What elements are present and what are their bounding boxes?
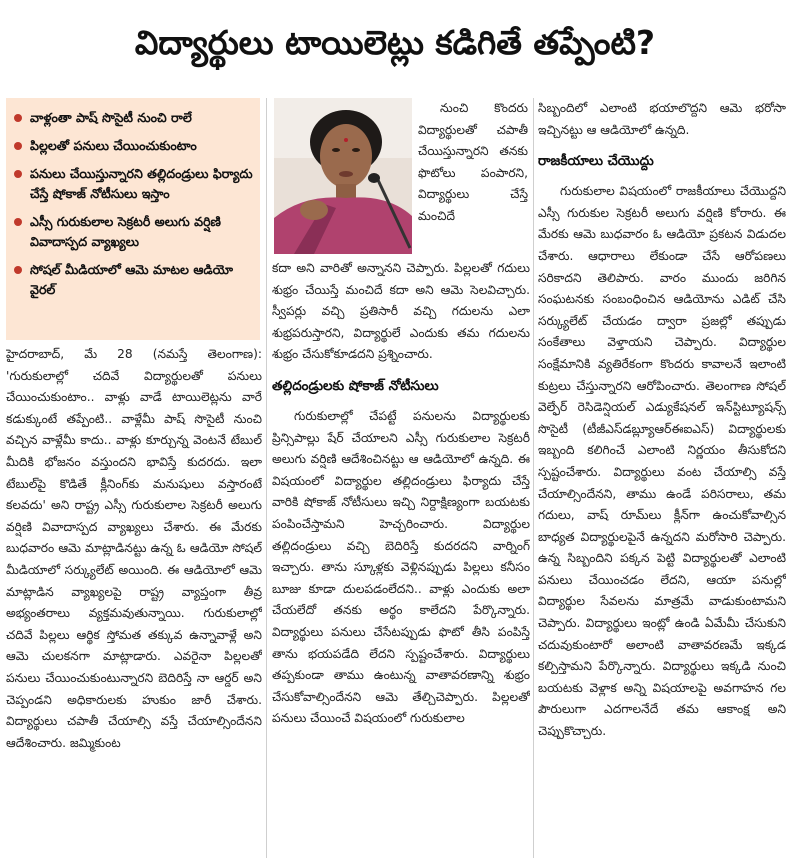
- highlight-item: [14, 260, 254, 300]
- column-divider: [533, 98, 534, 858]
- highlight-item: [14, 212, 254, 252]
- highlight-text: వాళ్లంతా పాష్ సొసైటీ నుంచి రాలే: [30, 110, 192, 125]
- article-paragraph: కదా అని వారితో అన్నానని చెప్పారు. పిల్లలతో గదులు శుభ్రం చేయిస్తే మంచిదే కదా అని ఆమె సెలవిచ్చారు. స్వీపర్లు వచ్చి ప్రతిసారీ వచ్చి గదులను ఎలా శుభ్రపరుస్తారని, విద్యార్థులే ఎందుకు తమ గదులను శుభ్రం చేసుకోకూడదని ప్రశ్నించారు.: [272, 261, 530, 362]
- highlight-text: పనులు చేయిస్తున్నారని తల్లిదండ్రులు ఫిర్యాదు చేస్తే షోకాజ్ నోటీసులు ఇస్తాం: [30, 166, 253, 201]
- bullet-icon: [14, 114, 22, 122]
- article-column-3: [538, 98, 786, 858]
- article-paragraph: సిబ్బందిలో ఎలాంటి భయాలొద్దని ఆమె భరోసా ఇచ్చినట్టు ఆ ఆడియోలో ఉన్నది.: [538, 101, 786, 137]
- highlights-box: [6, 98, 260, 340]
- highlight-text: ఎస్సీ గురుకులాల సెక్రటరీ అలుగు వర్షిణి వివాదాస్పద వ్యాఖ్యలు: [30, 214, 221, 249]
- bullet-icon: [14, 142, 22, 150]
- article-column-2: [272, 258, 530, 858]
- highlight-text: సోషల్ మీడియాలో ఆమె మాటల ఆడియో వైరల్: [30, 262, 233, 297]
- article-paragraph: గురుకులాల్లో చేపట్టే పనులను విద్యార్థులకు ప్రిన్సిపాల్లు షేర్ చేయాలని ఎస్సీ గురుకులాల సెక్రటరీ అలుగు వర్షిణి ఆదేశించినట్టు ఆ ఆడియోలో ఉన్నది. ఈ విషయంలో విద్యార్థుల తల్లిదండ్రులు ఫిర్యాదు చేస్తే వారికి షోకాజ్ నోటీసులు ఇచ్చి నిర్దాక్షిణ్యంగా బయటకు పంపించేస్తామని హెచ్చరించారు. విద్యార్థుల తల్లిదండ్రులు వచ్చి బెదిరిస్తే కుదరదని వార్నింగ్ ఇచ్చారు. తాను స్కూళ్లకు వెళ్లినప్పుడు పిల్లలు కనీసం బూజు కూడా దులపడంలేదని.. వాళ్లు ఎందుకు అలా చేయలేదో తనకు అర్థం కాలేదని పేర్కొన్నారు. విద్యార్థులు పనులు చేసేటప్పుడు ఫొటో తీసి పంపిస్తే తాను భయపడేది లేదని స్పష్టంచేశారు. విద్యార్థులు తప్పకుండా తాము ఉంటున్న వాతావరణాన్ని శుభ్రం చేసుకోవాల్సిందేనని ఆమె తేల్చిచెప్పారు. పిల్లలతో పనులు చేయించే విషయంలో గురుకులాల: [272, 408, 530, 726]
- column-divider: [266, 98, 267, 858]
- bullet-icon: [14, 266, 22, 274]
- highlight-item: [14, 108, 254, 128]
- article-paragraph: హైదరాబాద్, మే 28 (నమస్తే తెలంగాణ): 'గురుకులాల్లో చదివే విద్యార్థులతో పనులు చేయించుకుంటాం.. వాళ్లు వాడే టాయిలెట్లను వారే కడుక్కుంటే తప్పేంటి.. వాళ్లేమీ పాష్ సొసైటీ నుంచి వచ్చిన వాళ్లేమీ కాదు.. వాళ్లు కూర్చున్న వెంటనే టేబుల్ మీదికి భోజనం వస్తుందని భావిస్తే కుదరదు. ఇలా టేబుల్‌పై కొడితే క్లీనింగ్‌కు మనుషులు వస్తారంటే కలవదు' అని రాష్ట్ర ఎస్సీ గురుకులాల సెక్రటరీ అలుగు వర్షిణి వివాదాస్పద వ్యాఖ్యలు చేశారు. ఈ మేరకు బుధవారం ఆమె మాట్లాడినట్టు ఉన్న ఓ ఆడియో సోషల్ మీడియాలో సర్క్యులేట్ అయింది. ఈ ఆడియోలో ఆమె మాట్లాడిన వ్యాఖ్యలపై రాష్ట్ర వ్యాప్తంగా తీవ్ర అభ్యంతరాలు వ్యక్తమవుతున్నాయి. గురుకులాల్లో చదివే పిల్లలు ఆర్థిక స్తోమత తక్కువ ఉన్నావాళ్లే అని ఆమె చులకనగా మాట్లాడారు. ఎవరైనా పిల్లలతో పనులు చేయించుకుంటున్నారని బెదిరిస్తే నా ఆర్డర్ అని చెప్పండని అధికారులకు హుకుం జారీ చేశారు. విద్యార్థులు చపాతీ చేయాల్సి వస్తే చేయాల్సిందేనని ఆదేశించారు. జమ్మికుంట: [6, 347, 262, 750]
- bullet-icon: [14, 218, 22, 226]
- highlight-text: పిల్లలతో పనులు చేయించుకుంటాం: [30, 138, 197, 153]
- portrait-image: [274, 98, 412, 254]
- article-paragraph: గురుకులాల విషయంలో రాజకీయాలు చేయొద్దని ఎస్సీ గురుకుల సెక్రటరీ అలుగు వర్షిణి కోరారు. ఈ మేరకు ఆమె బుధవారం ఓ ఆడియో ప్రకటన విడుదల చేశారు. ఆధారాలు లేకుండా చేసే ఆరోపణలు సరికాదని తెలిపారు. వారం ముందు జరిగిన సంఘటనకు సంబంధించిన ఆడియోను ఎడిట్ చేసి సర్క్యులేట్ చేయడం ద్వారా ప్రజల్లో తప్పుడు సంకేతాలు వెళ్తాయని చెప్పారు. విద్యార్థుల సంక్షేమానికి వ్యతిరేకంగా కొందరు కావాలనే ఇలాంటి కుట్రలు చేస్తున్నారని ఆరోపించారు. తెలంగాణ సోషల్ వెల్ఫేర్ రెసిడెన్షియల్ ఎడ్యుకేషనల్ ఇన్‌స్టిట్యూషన్స్ సొసైటీ (టీజీఎస్‌డబ్ల్యూఆర్‌ఈఐఎస్) విద్యార్థులకు ఇబ్బంది కలిగించే ఎలాంటి నిర్ణయం తీసుకోదని స్పష్టంచేశారు. విద్యార్థులు వంట చేయాల్సి వస్తే చేయాల్సిందేనని, తాము ఉండే పరిసరాలు, తమ గదులు, వాష్ రూమ్‌లు క్లీన్‌గా ఉంచుకోవాల్సిన బాధ్యత విద్యార్థులపైనే ఉన్నదని మరోసారి చెప్పారు. ఉన్న సిబ్బందిని పక్కన పెట్టి విద్యార్థులతో ఎలాంటి పనులు చేయించడం లేదని, ఆయా పనుల్లో విద్యార్థుల సేవలను మాత్రమే వాడుకుంటామని చెప్పారు. విద్యార్థులు ఇంట్లో ఉండి ఏమేమీ చేసుకుని చదువుకుంటారో అలాంటి వాతావరణమే ఇక్కడ కల్పిస్తామని పేర్కొన్నారు. విద్యార్థులు ఇక్కడి నుంచి బయటకు వెళ్లాక అన్ని విషయాలపై అవగాహన గల పౌరులుగా ఎదగాలనేదే తమ ఆకాంక్ష అని చెప్పుకొచ్చారు.: [538, 184, 786, 739]
- headline: విద్యార్థులు టాయిలెట్లు కడిగితే తప్పేంటి?: [134, 22, 656, 62]
- portrait-photo: [274, 98, 412, 254]
- highlight-item: [14, 136, 254, 156]
- bullet-icon: [14, 170, 22, 178]
- highlight-item: [14, 164, 254, 204]
- article-paragraph: నుంచి కొందరు విద్యార్థులతో చపాతీ చేయిస్తున్నారని తనకు ఫొటోలు పంపారని, విద్యార్థులు చేస్తే మంచిదే: [418, 101, 528, 223]
- subheading: తల్లిదండ్రులకు షోకాజ్ నోటీసులు: [272, 378, 439, 394]
- article-column-1: [6, 344, 262, 858]
- article-column-2-top: [418, 98, 528, 258]
- subheading: రాజకీయాలు చేయొద్దు: [538, 154, 654, 170]
